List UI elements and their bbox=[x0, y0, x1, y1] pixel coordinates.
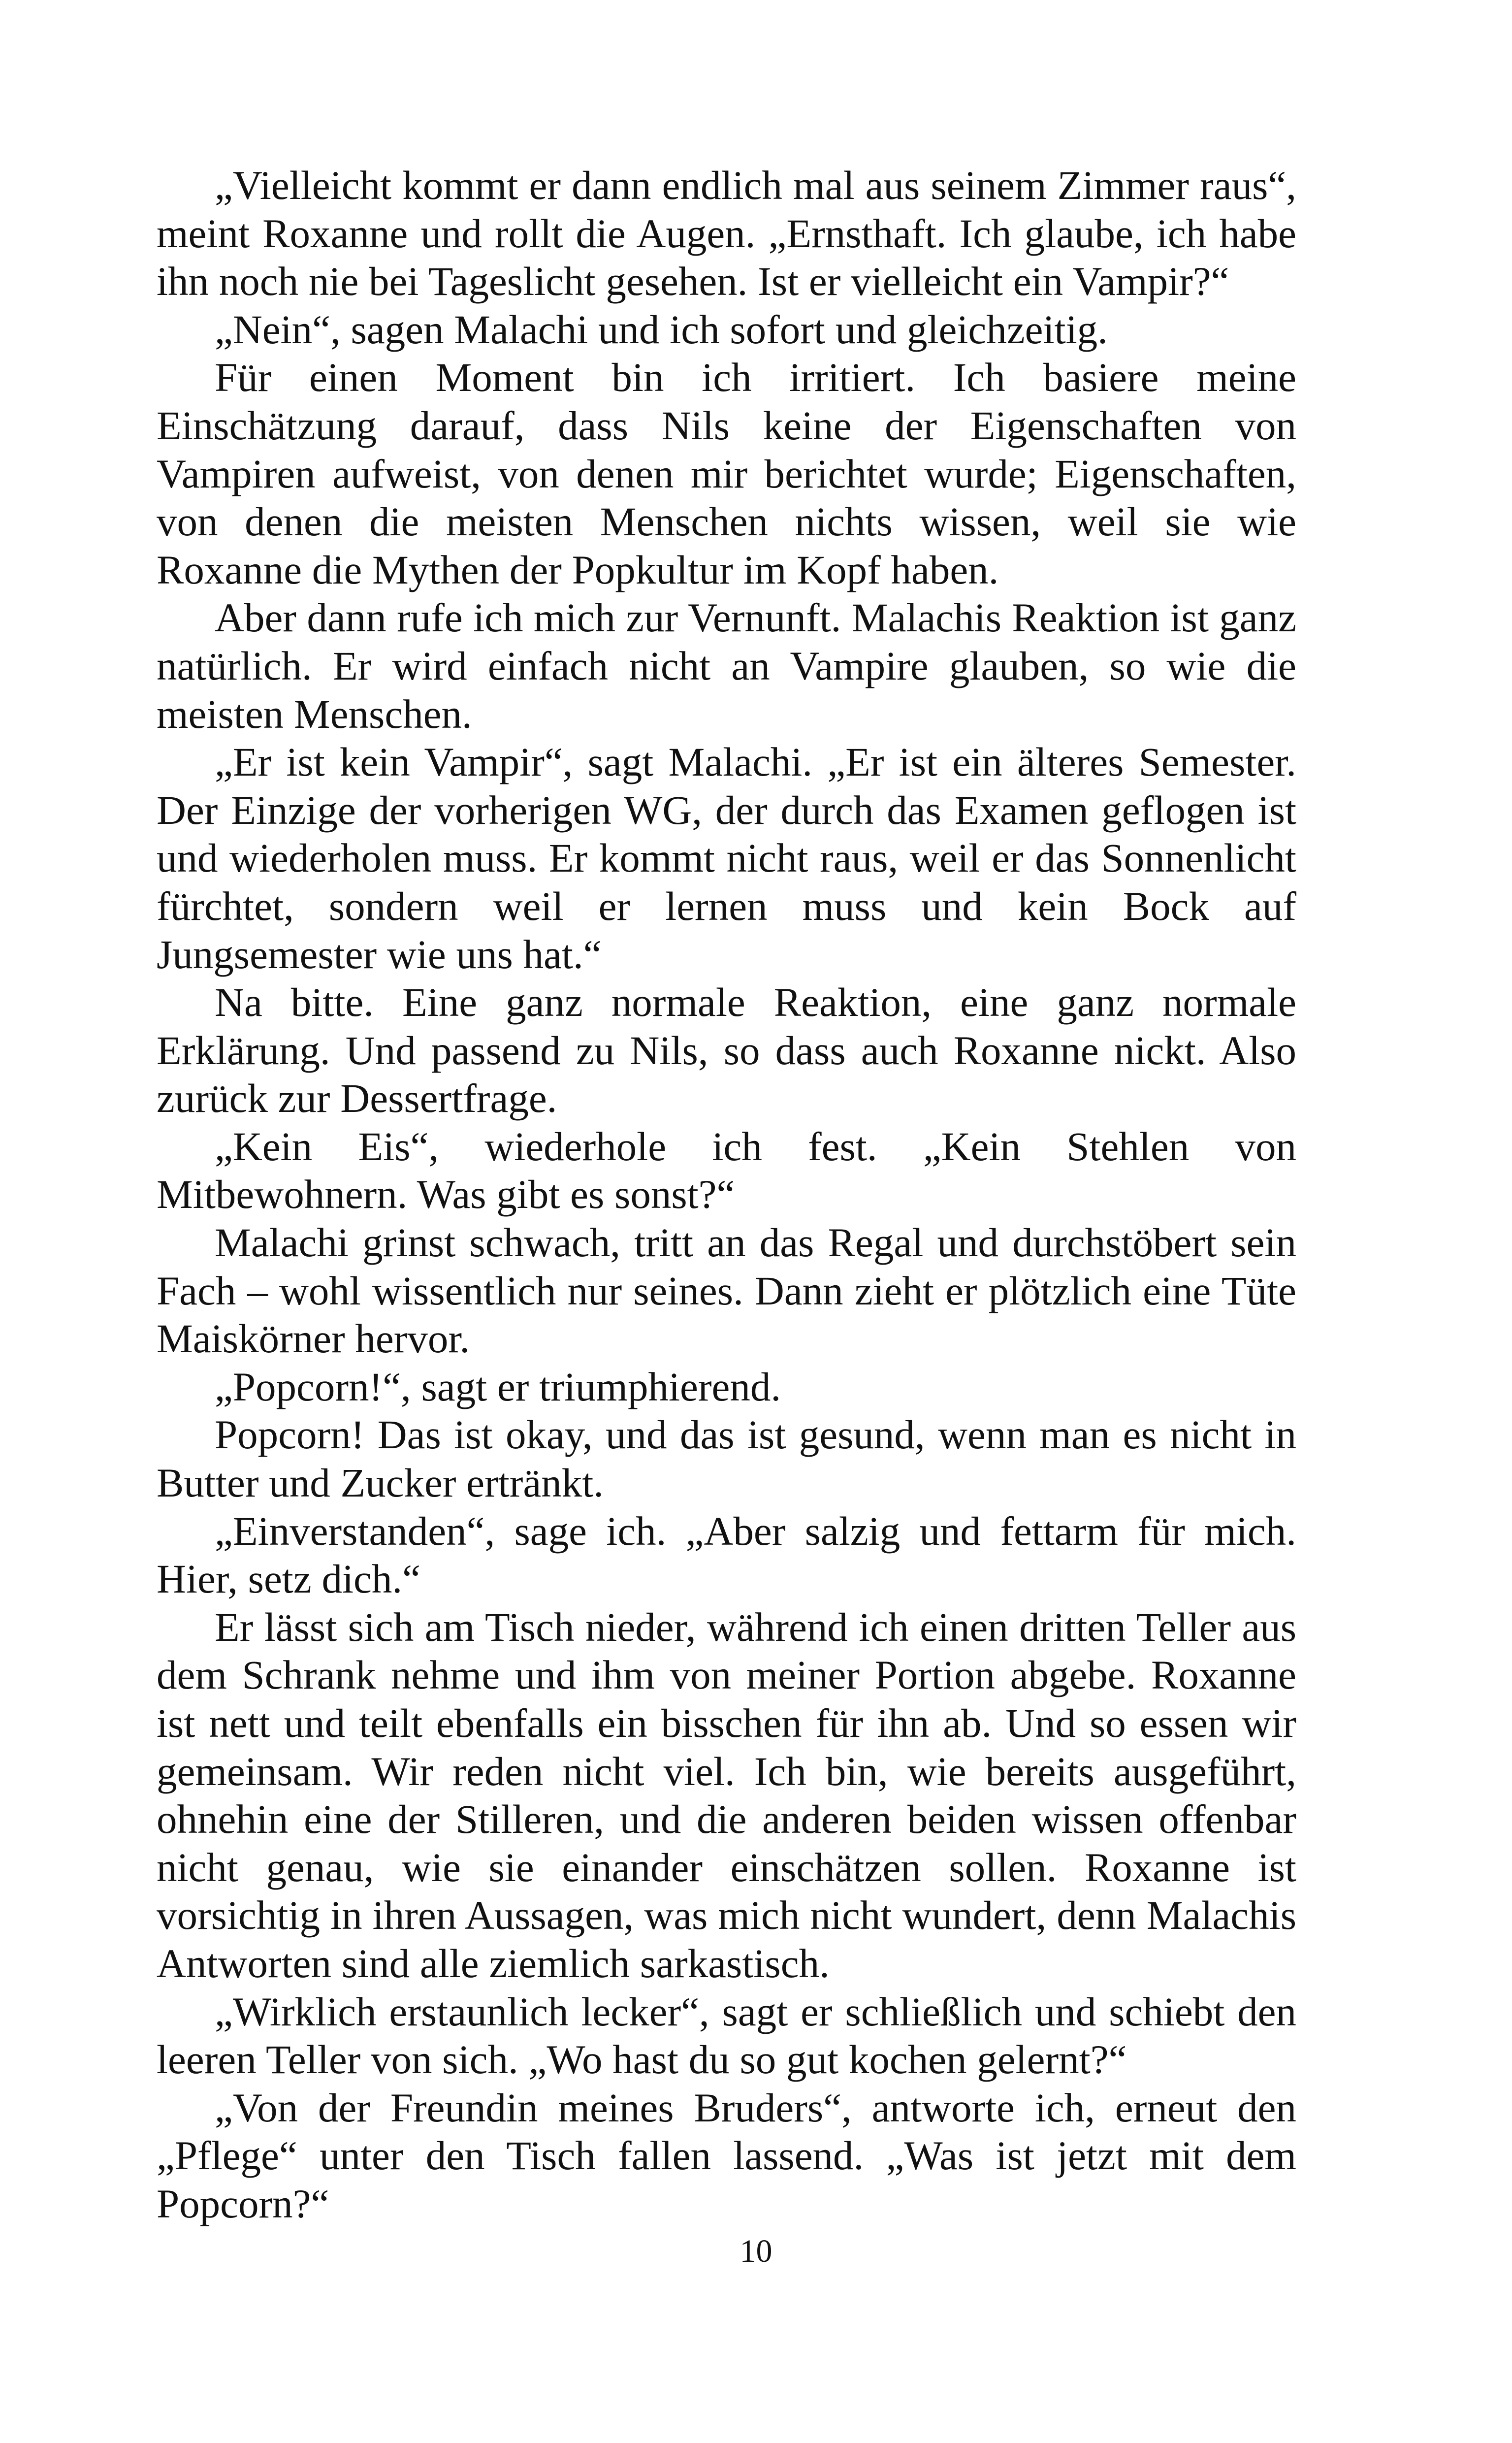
paragraph: Na bitte. Eine ganz normale Reaktion, eine ganz normale Erklärung. Und passend zu Nils, so dass auch Roxanne nickt. Also zurück zur Dessertfrage. bbox=[157, 979, 1296, 1121]
paragraph: „Einverstanden“, sage ich. „Aber salzig und fettarm für mich. Hier, setz dich.“ bbox=[157, 1508, 1296, 1602]
paragraph: „Nein“, sagen Malachi und ich sofort und gleichzeitig. bbox=[215, 306, 1108, 352]
page-number: 10 bbox=[740, 2233, 772, 2269]
paragraph: Popcorn! Das ist okay, und das ist gesund, wenn man es nicht in Butter und Zucker ertränkt. bbox=[157, 1412, 1296, 1506]
paragraph: „Kein Eis“, wiederhole ich fest. „Kein Stehlen von Mitbewohnern. Was gibt es sonst?“ bbox=[157, 1123, 1296, 1217]
paragraph: „Von der Freundin meines Bruders“, antworte ich, erneut den „Pflege“ unter den Tisch fallen lassend. „Was ist jetzt mit dem Popcorn?“ bbox=[157, 2085, 1296, 2226]
body-text bbox=[157, 162, 1296, 2228]
paragraph: Aber dann rufe ich mich zur Vernunft. Malachis Reaktion ist ganz natürlich. Er wird einfach nicht an Vampire glauben, so wie die meisten Menschen. bbox=[157, 595, 1296, 737]
paragraph: „Popcorn!“, sagt er triumphierend. bbox=[215, 1364, 781, 1409]
paragraph: Für einen Moment bin ich irritiert. Ich basiere meine Einschätzung darauf, dass Nils keine der Eigenschaften von Vampiren aufweist, von denen mir berichtet wurde; Eigenschaften, von denen die meisten Menschen nichts wissen, weil sie wie Roxanne die Mythen der Popkultur im Kopf haben. bbox=[157, 355, 1296, 592]
paragraph: „Vielleicht kommt er dann endlich mal aus seinem Zimmer raus“, meint Roxanne und rollt die Augen. „Ernsthaft. Ich glaube, ich habe ihn noch nie bei Tageslicht gesehen. Ist er vielleicht ein Vampir?“ bbox=[157, 163, 1296, 304]
paragraph: „Wirklich erstaunlich lecker“, sagt er schließlich und schiebt den leeren Teller von sich. „Wo hast du so gut kochen gelernt?“ bbox=[157, 1988, 1296, 2083]
paragraph: Malachi grinst schwach, tritt an das Regal und durchstöbert sein Fach – wohl wissentlich nur seines. Dann zieht er plötzlich eine Tüte Maiskörner hervor. bbox=[157, 1220, 1296, 1362]
paragraph: „Er ist kein Vampir“, sagt Malachi. „Er ist ein älteres Semester. Der Einzige der vorherigen WG, der durch das Examen geflogen ist und wiederholen muss. Er kommt nicht raus, weil er das Sonnenlicht fürchtet, sondern weil er lernen muss und kein Bock auf Jungsemester wie uns hat.“ bbox=[157, 739, 1296, 977]
paragraph: Er lässt sich am Tisch nieder, während ich einen dritten Teller aus dem Schrank nehme und ihm von meiner Portion abgebe. Roxanne ist nett und teilt ebenfalls ein bisschen für ihn ab. Und so essen wir gemeinsam. Wir reden nicht viel. Ich bin, wie bereits ausgeführt, ohnehin eine der Stilleren, und die anderen beiden wissen offenbar nicht genau, wie sie einander einschätzen sollen. Roxanne ist vorsichtig in ihren Aussagen, was mich nicht wundert, denn Malachis Antworten sind alle ziemlich sarkastisch. bbox=[157, 1604, 1296, 1986]
